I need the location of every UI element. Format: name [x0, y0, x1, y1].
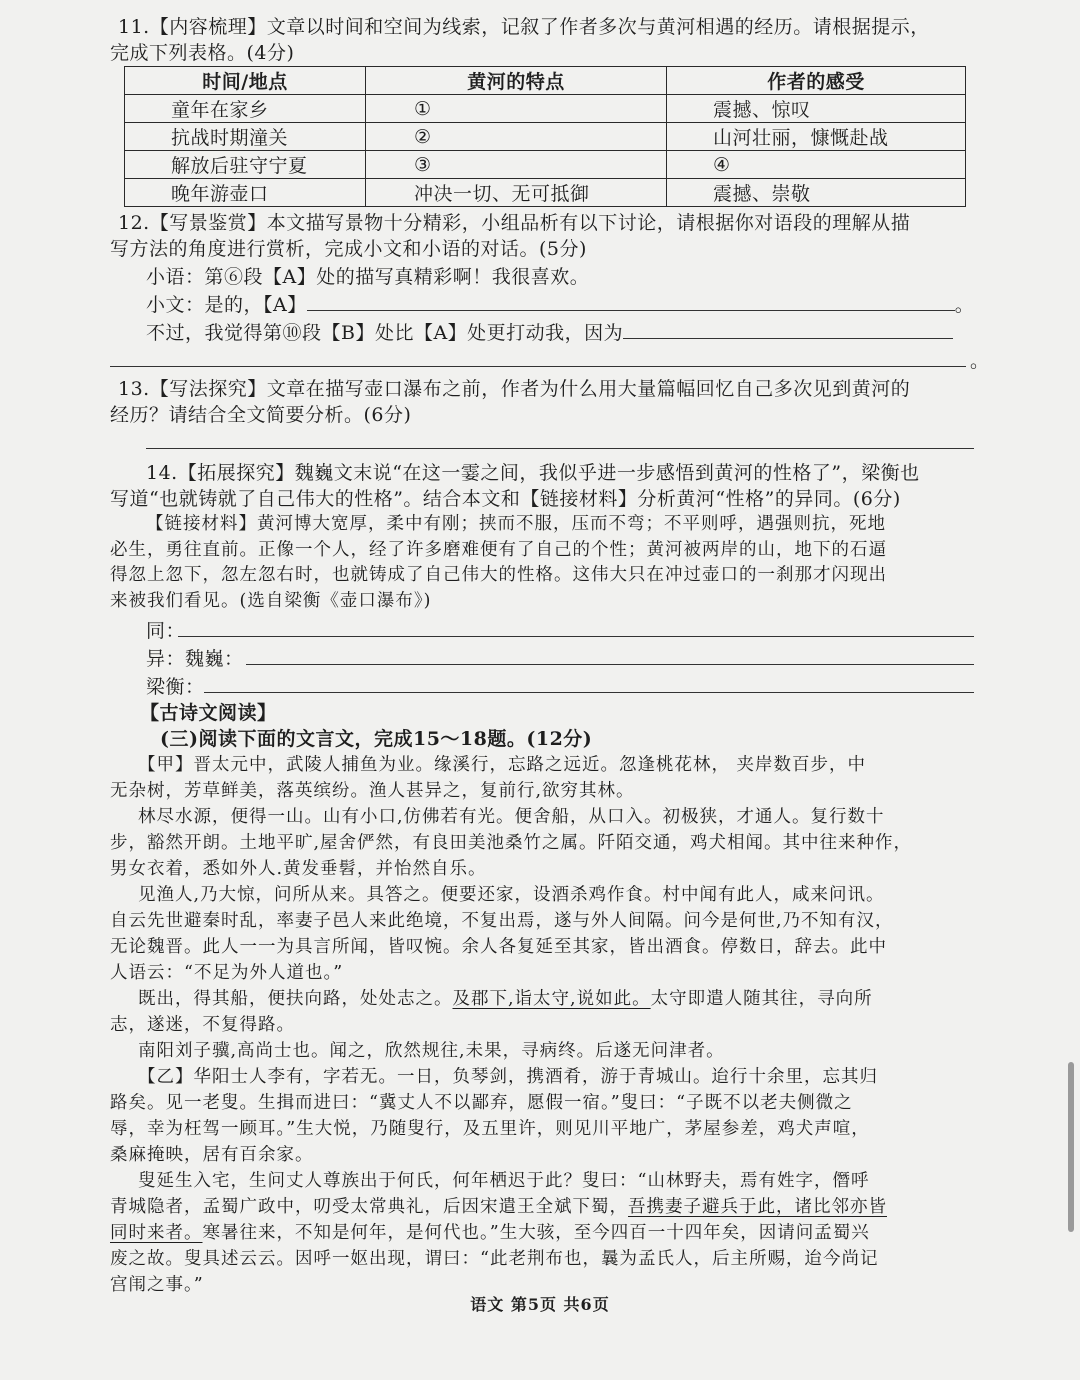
underlined-sentence: 及郡下,诣太守,说如此。	[452, 989, 651, 1009]
q11-line1: 11.【内容梳理】文章以时间和空间为线索，记叙了作者多次与黄河相遇的经历。请根据提示，	[118, 16, 930, 38]
table-header: 黄河的特点	[366, 67, 667, 95]
table-cell: 冲决一切、无可抵御	[366, 179, 667, 207]
underlined-sentence: 吾携妻子避兵于此，诸比邻亦皆	[628, 1197, 887, 1217]
jia-line: 林尽水源，便得一山。山有小口,仿佛若有光。便舍船，从口入。初极狭，才通人。复行数十	[138, 807, 885, 827]
q13-line1: 13.【写法探究】文章在描写壶口瀑布之前，作者为什么用大量篇幅回忆自己多次见到黄河的	[118, 378, 911, 400]
table-header-row	[125, 67, 966, 95]
q14-line1: 14.【拓展探究】魏巍文末说“在这一霎之间，我似乎进一步感悟到黄河的性格了”，梁衡也	[146, 462, 920, 484]
period: 。	[970, 350, 990, 372]
jia-line: 步，豁然开朗。土地平旷,屋舍俨然，有良田美池桑竹之属。阡陌交通，鸡犬相闻。其中往来种作，	[110, 833, 913, 853]
yi-line: 宫闱之事。”	[110, 1275, 204, 1295]
q14-material-line4: 来被我们看见。(选自梁衡《壶口瀑布》)	[110, 591, 432, 611]
q14-line2: 写道“也就铸就了自己伟大的性格”。结合本文和【链接材料】分析黄河“性格”的异同。(6分)	[110, 488, 901, 510]
period: 。	[954, 294, 975, 316]
section-heading: 【古诗文阅读】	[140, 702, 277, 724]
table-row	[125, 179, 966, 207]
answer-line[interactable]	[204, 692, 974, 693]
yi-line	[110, 1194, 887, 1220]
q14-material-line2: 必生，勇往直前。正像一个人，经了许多磨难便有了自己的个性；黄河被两岸的山，地下的石逼	[110, 540, 887, 560]
jia-line: 志，遂迷，不复得路。	[110, 1015, 295, 1035]
yi-line: 【乙】华阳士人李有，字若无。一日，负琴剑，携酒肴，游于青城山。迨行十余里，忘其归	[138, 1067, 878, 1087]
q14-liang-label: 梁衡：	[146, 676, 205, 698]
q12-xiaowen-label: 小文：是的，【A】	[146, 294, 307, 316]
q14-material-line1: 【链接材料】黄河博大宽厚，柔中有刚；挟而不服，压而不弯；不平则呼，遇强则抗，死地	[146, 514, 886, 534]
jia-line	[138, 986, 873, 1012]
table-header: 时间/地点	[125, 67, 366, 95]
q13-line2: 经历？请结合全文简要分析。(6分)	[110, 404, 412, 426]
answer-blank-b[interactable]	[623, 320, 953, 339]
q11-line2: 完成下列表格。(4分)	[110, 42, 295, 64]
scrollbar[interactable]	[1068, 1062, 1074, 1232]
page-footer: 语文 第5页 共6页	[470, 1295, 610, 1314]
table-cell: 山河壮丽，慷慨赴战	[667, 123, 966, 151]
yi-text: 青城隐者，孟蜀广政中，叨受太常典礼，后因宋遣王全斌下蜀，	[110, 1197, 628, 1217]
jia-line: 男女衣着，悉如外人.黄发垂髫，并怡然自乐。	[110, 859, 487, 879]
q12-line4	[146, 292, 974, 318]
table-header: 作者的感受	[667, 67, 966, 95]
jia-text: 既出，得其船，便扶向路，处处志之。	[138, 989, 453, 1009]
yi-line	[110, 1220, 870, 1246]
jia-line: 见渔人,乃大惊，问所从来。具答之。便要还家，设酒杀鸡作食。村中闻有此人，咸来问讯。	[138, 885, 885, 905]
yi-line: 路矣。见一老叟。生揖而进曰：“冀丈人不以鄙弃，愿假一宿。”叟曰：“子既不以老夫侧微之	[110, 1093, 853, 1113]
table-row	[125, 123, 966, 151]
table-row	[125, 95, 966, 123]
q12-line5	[146, 320, 953, 346]
table-cell: ④	[667, 151, 966, 179]
table-cell: 抗战时期潼关	[125, 123, 366, 151]
yi-text: 寒暑往来，不知是何年，是何代也。”生大骇，至今四百一十四年矣，因请问孟蜀兴	[202, 1223, 870, 1243]
table-cell: 晚年游壶口	[125, 179, 366, 207]
answer-line[interactable]	[110, 366, 966, 367]
table-cell: 震撼、崇敬	[667, 179, 966, 207]
answer-blank-a[interactable]	[307, 292, 955, 311]
table-cell: 童年在家乡	[125, 95, 366, 123]
q14-diff-label: 异：魏巍：	[146, 648, 244, 670]
jia-line: 无论魏晋。此人一一为具言所闻，皆叹惋。余人各复延至其家，皆出酒食。停数日，辞去。此中	[110, 937, 887, 957]
jia-line: 人语云：“不足为外人道也。”	[110, 963, 344, 983]
table-row	[125, 151, 966, 179]
q14-same-label: 同：	[146, 620, 186, 642]
table-cell: 解放后驻守宁夏	[125, 151, 366, 179]
yi-line: 叟延生入宅，生问丈人尊族出于何氏，何年栖迟于此？叟曰：“山林野夫，焉有姓字，僭呼	[138, 1171, 870, 1191]
table-cell: ②	[366, 123, 667, 151]
underlined-sentence: 同时来者。	[110, 1223, 203, 1243]
table-cell: ③	[366, 151, 667, 179]
jia-line: 【甲】晋太元中，武陵人捕鱼为业。缘溪行，忘路之远近。忽逢桃花林， 夹岸数百步，中	[138, 755, 867, 775]
answer-line[interactable]	[178, 636, 974, 637]
jia-text: 太守即遣人随其往，寻向所	[650, 989, 873, 1009]
section-intro: (三)阅读下面的文言文，完成15～18题。(12分)	[160, 728, 593, 750]
q12-reason-label: 不过，我觉得第⑩段【B】处比【A】处更打动我，因为	[146, 322, 624, 344]
q12-line3: 小语：第⑥段【A】处的描写真精彩啊！我很喜欢。	[146, 266, 590, 288]
jia-line: 南阳刘子骥,高尚士也。闻之，欣然规往,未果，寻病终。后遂无问津者。	[138, 1041, 725, 1061]
jia-line: 无杂树，芳草鲜美，落英缤纷。渔人甚异之，复前行,欲穷其林。	[110, 781, 635, 801]
q12-line2: 写方法的角度进行赏析，完成小文和小语的对话。(5分)	[110, 238, 587, 260]
table-cell: 震撼、惊叹	[667, 95, 966, 123]
q11-table	[124, 66, 966, 207]
q12-line1: 12.【写景鉴赏】本文描写景物十分精彩，小组品析有以下讨论，请根据你对语段的理解从描	[118, 212, 911, 234]
table-cell: ①	[366, 95, 667, 123]
q14-material-line3: 得忽上忽下，忽左忽右时，也就铸成了自己伟大的性格。这伟大只在冲过壶口的一刹那才闪现出	[110, 565, 887, 585]
yi-line: 废之故。叟具述云云。因呼一妪出现，谓曰：“此老荆布也，曩为孟氏人，后主所赐，迨今尚记	[110, 1249, 879, 1269]
yi-line: 辱，幸为枉驾一顾耳。”生大悦，乃随叟行，及五里许，则见川平地广，茅屋参差，鸡犬声喧，	[110, 1119, 870, 1139]
yi-line: 桑麻掩映，居有百余家。	[110, 1145, 314, 1165]
answer-line[interactable]	[146, 448, 974, 449]
answer-line[interactable]	[246, 664, 974, 665]
jia-line: 自云先世避秦时乱，率妻子邑人来此绝境，不复出焉，遂与外人间隔。问今是何世,乃不知有汉，	[110, 911, 894, 931]
